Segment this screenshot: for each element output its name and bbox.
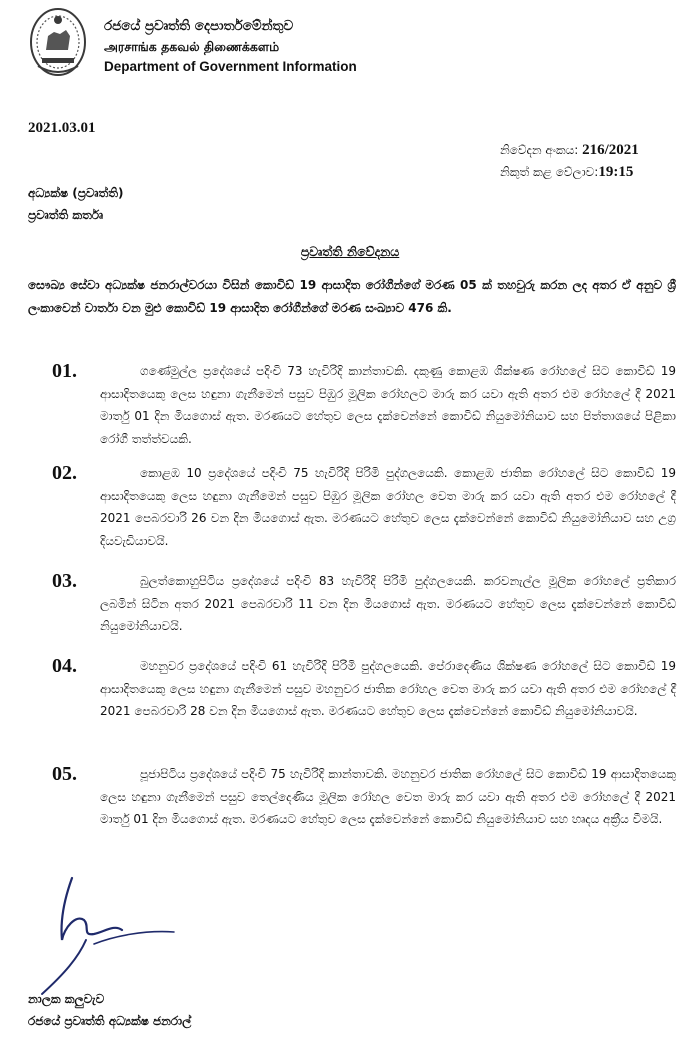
case-number: 04. xyxy=(52,655,77,677)
document-date: 2021.03.01 xyxy=(28,120,96,136)
issue-time: 19:15 xyxy=(598,164,634,180)
release-number-label: නිවේදන අංකය: xyxy=(500,143,579,157)
case-number: 02. xyxy=(52,462,77,484)
letterhead-tamil: அரசாங்க தகவல் திணைக்களம் xyxy=(104,39,280,54)
signatory-title: රජයේ ප්‍රවෘත්ති අධ්‍යක්ෂ ජනරාල් xyxy=(28,1014,192,1028)
handwritten-signature xyxy=(24,870,184,1000)
case-text: පූජාපිටිය ප්‍රදේශයේ පදිංචි 75 හැවිරිදි කාන්තාවකි. මහනුවර ජාතික රෝහලේ සිට කොවිඩ් 19 ආසාදිතයෙකු ලෙස හඳුනා ගැනීමෙන් පසුව තෙල්දෙණිය මූලික රෝහල වෙත මාරු කර යවා ඇති අතර එම රෝහලේ දී 2021 මාර්තු 01 දින මියගොස් ඇත. මරණයට හේතුව ලෙස දැක්වෙන්නේ කොවිඩ් නියුමෝනියාව සහ හෘදය අක්‍රීය වීමයි. xyxy=(100,767,676,826)
recipient-2: ප්‍රවෘත්ති කර්තෘ xyxy=(28,208,104,222)
case-text: බුලත්කොහුපිටිය ප්‍රදේශයේ පදිංචි 83 හැවිරිදි පිරිමි පුද්ගලයෙකි. කරවනැල්ල මූලික රෝහලේ ප්‍රතිකාර ලබමින් සිටින අතර 2021 පෙබරවාරි 11 වන දින මියගොස් ඇත. මරණයට හේතුව ලෙස දැක්වෙන්නේ කොවිඩ් නියුමෝනියාවයි. xyxy=(100,574,676,633)
issue-time-row xyxy=(500,164,633,181)
case-text: කොළඹ 10 ප්‍රදේශයේ පදිංචි 75 හැවිරිදි පිරිමි පුද්ගලයෙකි. කොළඹ ජාතික රෝහලේ සිට කොවිඩ් 19 ආසාදිතයෙකු ලෙස හඳුනා ගැනීමෙන් පසුව පිඹුර මූලික රෝහල වෙත මාරු කර යවා ඇති අතර එම රෝහලේ දී 2021 පෙබරවාරි 26 වන දින මියගොස් ඇත. මරණයට හේතුව ලෙස දැක්වෙන්නේ කොවිඩ් නියුමෝනියාව සහ උග්‍ර දියවැඩියාවයි. xyxy=(100,466,676,548)
release-number-row xyxy=(500,142,639,159)
letterhead-sinhala: රජයේ ප්‍රවෘත්ති දෙපාර්තමේන්තුව xyxy=(104,18,294,34)
release-number: 216/2021 xyxy=(582,142,639,158)
intro-paragraph: සෞඛ්‍ය සේවා අධ්‍යක්ෂ ජනරාල්වරයා විසින් කොවිඩ් 19 ආසාදිත රෝගීන්ගේ මරණ 05 ක් තහවුරු කරන ලද අතර ඒ අනුව ශ්‍රී ලංකාවෙන් වාර්තා වන මුළු කොවිඩ් 19 ආසාදිත රෝගීන්ගේ මරණ සංඛ්‍යාව 476 කි. xyxy=(28,278,676,315)
page-title: ප්‍රවෘත්ති නිවේදනය xyxy=(300,244,400,259)
government-emblem xyxy=(28,6,88,82)
case-number: 05. xyxy=(52,763,77,785)
issue-time-label: නිකුත් කළ වේලාව: xyxy=(500,165,599,179)
case-text: ගණේමුල්ල ප්‍රදේශයේ පදිංචි 73 හැවිරිදි කාන්තාවකි. දකුණු කොළඹ ශික්ෂණ රෝහලේ සිට කොවිඩ් 19 ආසාදිතයෙකු ලෙස හඳුනා ගැනීමෙන් පසුව පිඹුර මූලික රෝහලට මාරු කර යවා ඇති අතර එම රෝහලේ දී 2021 මාර්තු 01 දින මියගොස් ඇත. මරණයට හේතුව ලෙස දැක්වෙන්නේ කොවිඩ් නියුමෝනියාව සහ පිත්තාශයේ පිළිකා රෝගී තත්ත්වයකි. xyxy=(100,364,676,446)
case-number: 01. xyxy=(52,360,77,382)
recipient-1: අධ්‍යක්ෂ (ප්‍රවෘත්ති) xyxy=(28,186,124,200)
case-number: 03. xyxy=(52,570,77,592)
letterhead-english: Department of Government Information xyxy=(104,59,357,74)
signatory-name: නාලක කලුවැව xyxy=(28,992,105,1006)
case-text: මහනුවර ප්‍රදේශයේ පදිංචි 61 හැවිරිදි පිරිමි පුද්ගලයෙකි. පේරාදෙණිය ශික්ෂණ රෝහලේ සිට කොවිඩ් 19 ආසාදිතයෙකු ලෙස හඳුනා ගැනීමෙන් පසුව මහනුවර ජාතික රෝහල වෙත මාරු කර යවා ඇති අතර එම රෝහලේ දී 2021 පෙබරවාරි 28 වන දින මියගොස් ඇත. මරණයට හේතුව ලෙස දැක්වෙන්නේ කොවිඩ් නියුමෝනියාවයි. xyxy=(100,659,676,718)
